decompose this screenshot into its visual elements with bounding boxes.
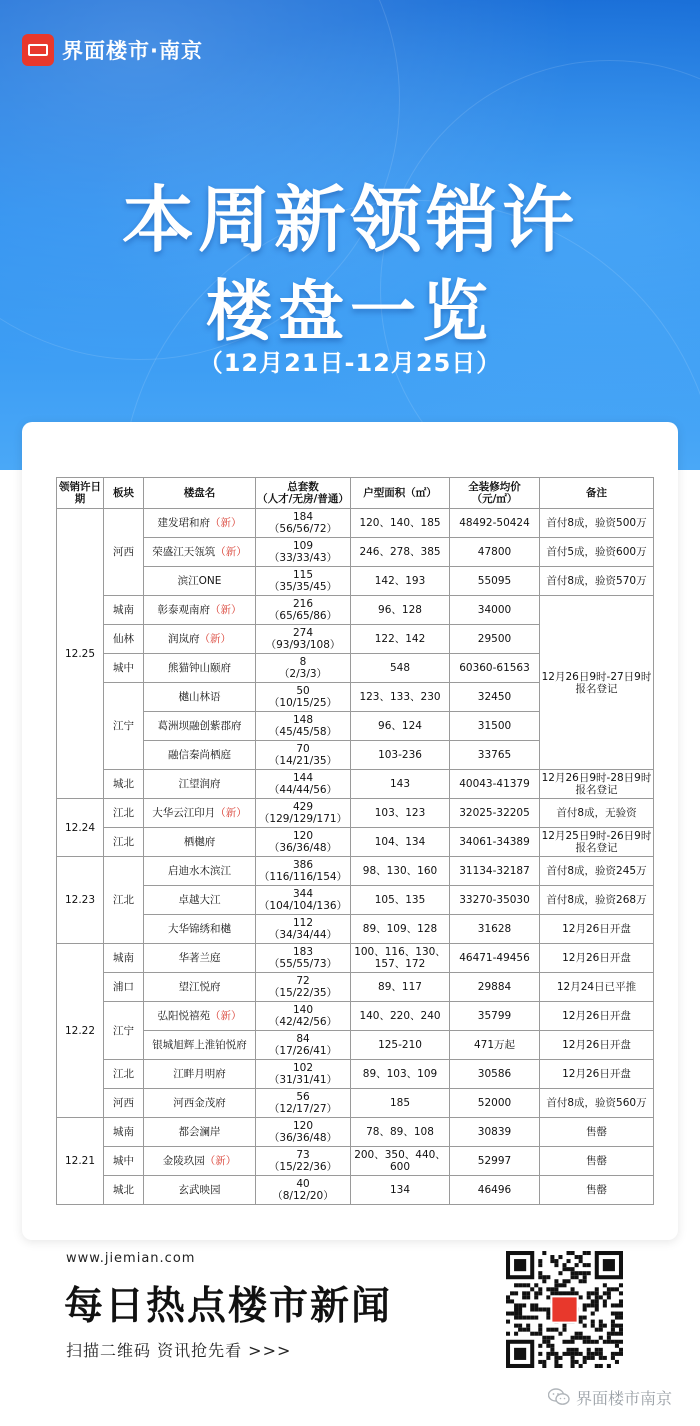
footer-cta: 扫描二维码 资讯抢先看 >>> xyxy=(66,1341,292,1360)
cell-price: 55095 xyxy=(450,567,540,596)
table-row xyxy=(57,915,654,944)
cell-area: 120、140、185 xyxy=(351,509,450,538)
cell-date: 12.24 xyxy=(57,799,104,857)
cell-area: 105、135 xyxy=(351,886,450,915)
project-name: 江望润府 xyxy=(178,778,221,790)
cell-project-name xyxy=(144,1060,256,1089)
footer-slogan: 每日热点楼市新闻 xyxy=(64,1284,393,1329)
table-row xyxy=(57,1176,654,1205)
cell-project-name xyxy=(144,886,256,915)
units-total: 184 xyxy=(292,511,314,523)
cell-price: 47800 xyxy=(450,538,540,567)
qr-code-icon[interactable] xyxy=(506,1251,623,1368)
header-units-label: 总套数 xyxy=(287,481,319,493)
units-total: 102 xyxy=(292,1062,314,1074)
project-name: 滨江ONE xyxy=(177,575,222,587)
cell-price: 34061-34389 xyxy=(450,828,540,857)
cell-project-name xyxy=(144,683,256,712)
project-name: 华著兰庭 xyxy=(178,952,221,964)
cell-price: 31628 xyxy=(450,915,540,944)
units-split: （8/12/20） xyxy=(272,1190,334,1202)
header-date: 领销许日期 xyxy=(57,478,104,509)
brand-name: 界面楼市·南京 xyxy=(62,39,203,63)
cell-note: 12月25日9时-26日9时报名登记 xyxy=(540,828,654,857)
cell-note: 12月26日9时-28日9时报名登记 xyxy=(540,770,654,799)
cell-price: 31500 xyxy=(450,712,540,741)
cell-note: 首付8成，无验资 xyxy=(540,799,654,828)
cell-units xyxy=(256,1089,351,1118)
cell-price: 33765 xyxy=(450,741,540,770)
units-total: 112 xyxy=(292,917,314,929)
header-units-sub: （人才/无房/普通） xyxy=(257,493,349,505)
units-total: 144 xyxy=(292,772,314,784)
cell-price: 46496 xyxy=(450,1176,540,1205)
cell-district: 仙林 xyxy=(104,625,144,654)
units-split: （17/26/41） xyxy=(268,1045,338,1057)
wechat-watermark xyxy=(548,1385,672,1409)
cell-price: 48492-50424 xyxy=(450,509,540,538)
cell-project-name xyxy=(144,857,256,886)
cell-note: 12月26日开盘 xyxy=(540,1060,654,1089)
units-total: 50 xyxy=(296,685,310,697)
table-row xyxy=(57,1118,654,1147)
cell-note: 首付8成，验资268万 xyxy=(540,886,654,915)
cell-price: 52997 xyxy=(450,1147,540,1176)
cell-area: 140、220、240 xyxy=(351,1002,450,1031)
cell-project-name xyxy=(144,509,256,538)
cell-area: 125-210 xyxy=(351,1031,450,1060)
cell-area: 89、109、128 xyxy=(351,915,450,944)
cell-project-name xyxy=(144,1002,256,1031)
cell-units xyxy=(256,1118,351,1147)
cell-units xyxy=(256,509,351,538)
cell-area: 104、134 xyxy=(351,828,450,857)
project-name: 荣盛江天瓴筑 xyxy=(152,546,216,558)
units-split: （93/93/108） xyxy=(265,639,341,651)
cell-units xyxy=(256,828,351,857)
cell-area: 548 xyxy=(351,654,450,683)
cell-district: 城中 xyxy=(104,654,144,683)
header-price xyxy=(450,478,540,509)
units-split: （36/36/48） xyxy=(268,1132,338,1144)
header-units xyxy=(256,478,351,509)
header-note: 备注 xyxy=(540,478,654,509)
cell-project-name xyxy=(144,654,256,683)
units-split: （31/31/41） xyxy=(268,1074,338,1086)
wechat-icon xyxy=(548,1388,570,1406)
cell-area: 89、103、109 xyxy=(351,1060,450,1089)
new-tag: （新） xyxy=(210,1010,242,1022)
units-total: 183 xyxy=(292,946,314,958)
cell-project-name xyxy=(144,1176,256,1205)
units-split: （14/21/35） xyxy=(268,755,338,767)
cell-units xyxy=(256,1176,351,1205)
cell-date: 12.23 xyxy=(57,857,104,944)
project-name: 望江悦府 xyxy=(178,981,221,993)
units-split: （35/35/45） xyxy=(268,581,338,593)
cell-district: 江北 xyxy=(104,799,144,828)
cell-units xyxy=(256,741,351,770)
units-total: 109 xyxy=(292,540,314,552)
cell-project-name xyxy=(144,712,256,741)
cell-note: 首付8成，验资245万 xyxy=(540,857,654,886)
header-area: 户型面积（㎡） xyxy=(351,478,450,509)
new-tag: （新） xyxy=(215,807,247,819)
project-name: 江畔月明府 xyxy=(173,1068,226,1080)
cell-price: 34000 xyxy=(450,596,540,625)
header-name: 楼盘名 xyxy=(144,478,256,509)
cell-units xyxy=(256,712,351,741)
page-subtitle: 楼盘一览 xyxy=(206,273,494,350)
units-split: （12/17/27） xyxy=(268,1103,338,1115)
cell-project-name xyxy=(144,1089,256,1118)
cell-district: 城北 xyxy=(104,770,144,799)
units-split: （116/116/154） xyxy=(258,871,348,883)
cell-price: 60360-61563 xyxy=(450,654,540,683)
cell-date: 12.21 xyxy=(57,1118,104,1205)
table-header-row xyxy=(57,478,654,509)
cell-district: 城南 xyxy=(104,1118,144,1147)
project-name: 河西金茂府 xyxy=(173,1097,226,1109)
cell-district: 江北 xyxy=(104,828,144,857)
project-name: 卓越大江 xyxy=(178,894,221,906)
project-name: 弘阳悦禧苑 xyxy=(157,1010,210,1022)
project-name: 大华锦绣和樾 xyxy=(168,923,231,935)
cell-area: 89、117 xyxy=(351,973,450,1002)
new-tag: （新） xyxy=(215,546,247,558)
cell-price: 33270-35030 xyxy=(450,886,540,915)
units-split: （55/55/73） xyxy=(268,958,338,970)
units-split: （36/36/48） xyxy=(268,842,338,854)
new-tag: （新） xyxy=(210,517,242,529)
new-tag: （新） xyxy=(210,604,242,616)
cell-price: 35799 xyxy=(450,1002,540,1031)
cell-project-name xyxy=(144,1147,256,1176)
cell-district: 江北 xyxy=(104,857,144,944)
cell-project-name xyxy=(144,828,256,857)
units-split: （44/44/56） xyxy=(268,784,338,796)
cell-note: 12月26日9时-27日9时报名登记 xyxy=(540,596,654,770)
units-split: （2/3/3） xyxy=(278,668,328,680)
project-name: 融信秦尚栖庭 xyxy=(168,749,231,761)
table-row xyxy=(57,1089,654,1118)
project-name: 建发珺和府 xyxy=(157,517,210,529)
cell-price: 30839 xyxy=(450,1118,540,1147)
project-name: 玄武映园 xyxy=(178,1184,221,1196)
watermark-text: 界面楼市南京 xyxy=(576,1388,673,1408)
units-total: 73 xyxy=(296,1149,310,1161)
cell-project-name xyxy=(144,944,256,973)
cell-price: 31134-32187 xyxy=(450,857,540,886)
cell-units xyxy=(256,799,351,828)
cell-project-name xyxy=(144,915,256,944)
cell-price: 32025-32205 xyxy=(450,799,540,828)
cell-project-name xyxy=(144,538,256,567)
cell-project-name xyxy=(144,625,256,654)
project-name: 彰泰观南府 xyxy=(157,604,210,616)
cell-area: 103-236 xyxy=(351,741,450,770)
cell-units xyxy=(256,654,351,683)
table-row xyxy=(57,770,654,799)
units-split: （34/34/44） xyxy=(268,929,338,941)
units-total: 274 xyxy=(292,627,314,639)
table-row xyxy=(57,944,654,973)
new-tag: （新） xyxy=(204,1155,237,1167)
cell-note: 12月26日开盘 xyxy=(540,944,654,973)
cell-price: 29884 xyxy=(450,973,540,1002)
cell-date: 12.22 xyxy=(57,944,104,1118)
cell-district: 河西 xyxy=(104,1089,144,1118)
cell-area: 122、142 xyxy=(351,625,450,654)
cell-units xyxy=(256,567,351,596)
units-split: （15/22/35） xyxy=(268,987,338,999)
cell-project-name xyxy=(144,1031,256,1060)
cell-units xyxy=(256,596,351,625)
cell-units xyxy=(256,915,351,944)
table-row xyxy=(57,1002,654,1031)
cell-district: 江北 xyxy=(104,1060,144,1089)
table-row xyxy=(57,1060,654,1089)
table-row xyxy=(57,567,654,596)
units-total: 216 xyxy=(292,598,314,610)
cell-area: 246、278、385 xyxy=(351,538,450,567)
cell-note: 12月26日开盘 xyxy=(540,1031,654,1060)
project-name: 葛洲坝融创紫郡府 xyxy=(157,720,242,732)
cell-price: 46471-49456 xyxy=(450,944,540,973)
cell-units xyxy=(256,1060,351,1089)
table-row xyxy=(57,509,654,538)
cell-area: 78、89、108 xyxy=(351,1118,450,1147)
cell-project-name xyxy=(144,741,256,770)
units-total: 140 xyxy=(292,1004,314,1016)
units-total: 120 xyxy=(292,830,314,842)
units-total: 120 xyxy=(292,1120,314,1132)
cell-note: 12月24日已平推 xyxy=(540,973,654,1002)
cell-note: 售罄 xyxy=(540,1118,654,1147)
units-total: 70 xyxy=(296,743,310,755)
cell-area: 103、123 xyxy=(351,799,450,828)
cell-area: 96、124 xyxy=(351,712,450,741)
cell-district: 城南 xyxy=(104,596,144,625)
units-split: （129/129/171） xyxy=(258,813,348,825)
table-row xyxy=(57,596,654,625)
cell-units xyxy=(256,1147,351,1176)
cell-note: 首付8成，验资560万 xyxy=(540,1089,654,1118)
cell-note: 首付8成，验资500万 xyxy=(540,509,654,538)
units-split: （15/22/36） xyxy=(268,1161,338,1173)
project-name: 银城旭辉上淮铂悦府 xyxy=(152,1039,247,1051)
cell-area: 142、193 xyxy=(351,567,450,596)
cell-units xyxy=(256,973,351,1002)
table-row xyxy=(57,799,654,828)
cell-area: 143 xyxy=(351,770,450,799)
cell-area: 200、350、440、600 xyxy=(351,1147,450,1176)
cell-project-name xyxy=(144,596,256,625)
cell-project-name xyxy=(144,973,256,1002)
cell-project-name xyxy=(144,770,256,799)
units-total: 84 xyxy=(296,1033,310,1045)
cell-project-name xyxy=(144,799,256,828)
project-name: 启迪水木滨江 xyxy=(168,865,231,877)
table-row xyxy=(57,828,654,857)
cell-district: 江宁 xyxy=(104,1002,144,1060)
project-name: 栖樾府 xyxy=(183,836,216,848)
cell-district: 江宁 xyxy=(104,683,144,770)
units-total: 56 xyxy=(296,1091,310,1103)
project-name: 大华云江印月 xyxy=(152,807,216,819)
project-name: 润岚府 xyxy=(168,633,200,645)
cell-project-name xyxy=(144,567,256,596)
hero-banner xyxy=(0,0,700,470)
cell-area: 98、130、160 xyxy=(351,857,450,886)
brand xyxy=(22,33,203,67)
cell-note: 首付5成，验资600万 xyxy=(540,538,654,567)
units-total: 40 xyxy=(296,1178,310,1190)
site-url[interactable]: www.jiemian.com xyxy=(66,1251,196,1266)
project-name: 都会澜岸 xyxy=(178,1126,221,1138)
cell-district: 城北 xyxy=(104,1176,144,1205)
table-row xyxy=(57,538,654,567)
cell-units xyxy=(256,857,351,886)
cell-price: 30586 xyxy=(450,1060,540,1089)
date-range: （12月21日-12月25日） xyxy=(198,349,502,377)
units-total: 115 xyxy=(292,569,314,581)
page-title: 本周新领销许 xyxy=(121,178,578,262)
cell-units xyxy=(256,538,351,567)
cell-project-name xyxy=(144,1118,256,1147)
cell-price: 471万起 xyxy=(450,1031,540,1060)
table-row xyxy=(57,973,654,1002)
units-total: 429 xyxy=(292,801,314,813)
cell-units xyxy=(256,886,351,915)
cell-date: 12.25 xyxy=(57,509,104,799)
project-name: 樾山林语 xyxy=(178,691,221,703)
project-name: 金陵玖园 xyxy=(162,1155,205,1167)
table-row xyxy=(57,1031,654,1060)
units-total: 72 xyxy=(296,975,310,987)
units-split: （65/65/86） xyxy=(268,610,338,622)
table-row xyxy=(57,886,654,915)
cell-price: 32450 xyxy=(450,683,540,712)
cell-units xyxy=(256,944,351,973)
units-total: 148 xyxy=(292,714,314,726)
cell-area: 134 xyxy=(351,1176,450,1205)
units-split: （33/33/43） xyxy=(268,552,338,564)
cell-area: 96、128 xyxy=(351,596,450,625)
cell-note: 售罄 xyxy=(540,1147,654,1176)
cell-note: 售罄 xyxy=(540,1176,654,1205)
units-total: 8 xyxy=(299,656,307,668)
cell-note: 12月26日开盘 xyxy=(540,915,654,944)
cell-area: 123、133、230 xyxy=(351,683,450,712)
cell-units xyxy=(256,1002,351,1031)
header-district: 板块 xyxy=(104,478,144,509)
cell-units xyxy=(256,625,351,654)
listing-table xyxy=(56,477,654,1205)
cell-area: 100、116、130、157、172 xyxy=(351,944,450,973)
cell-district: 城中 xyxy=(104,1147,144,1176)
new-tag: （新） xyxy=(199,633,231,645)
cell-district: 城南 xyxy=(104,944,144,973)
units-split: （104/104/136） xyxy=(258,900,348,912)
header-price-label: 全装修均价 xyxy=(468,481,521,493)
cell-price: 40043-41379 xyxy=(450,770,540,799)
table-row xyxy=(57,1147,654,1176)
units-split: （42/42/56） xyxy=(268,1016,338,1028)
cell-units xyxy=(256,770,351,799)
cell-district: 浦口 xyxy=(104,973,144,1002)
table-row xyxy=(57,857,654,886)
units-split: （10/15/25） xyxy=(268,697,338,709)
cell-price: 52000 xyxy=(450,1089,540,1118)
cell-area: 185 xyxy=(351,1089,450,1118)
tv-box-icon xyxy=(22,34,54,66)
units-total: 386 xyxy=(292,859,314,871)
cell-units xyxy=(256,683,351,712)
units-split: （45/45/58） xyxy=(268,726,338,738)
units-split: （56/56/72） xyxy=(268,523,338,535)
header-price-sub: （元/㎡） xyxy=(471,493,518,505)
cell-note: 首付8成，验资570万 xyxy=(540,567,654,596)
cell-units xyxy=(256,1031,351,1060)
cell-district: 河西 xyxy=(104,509,144,596)
cell-price: 29500 xyxy=(450,625,540,654)
cell-note: 12月26日开盘 xyxy=(540,1002,654,1031)
units-total: 344 xyxy=(292,888,314,900)
project-name: 熊猫钟山颐府 xyxy=(168,662,231,674)
